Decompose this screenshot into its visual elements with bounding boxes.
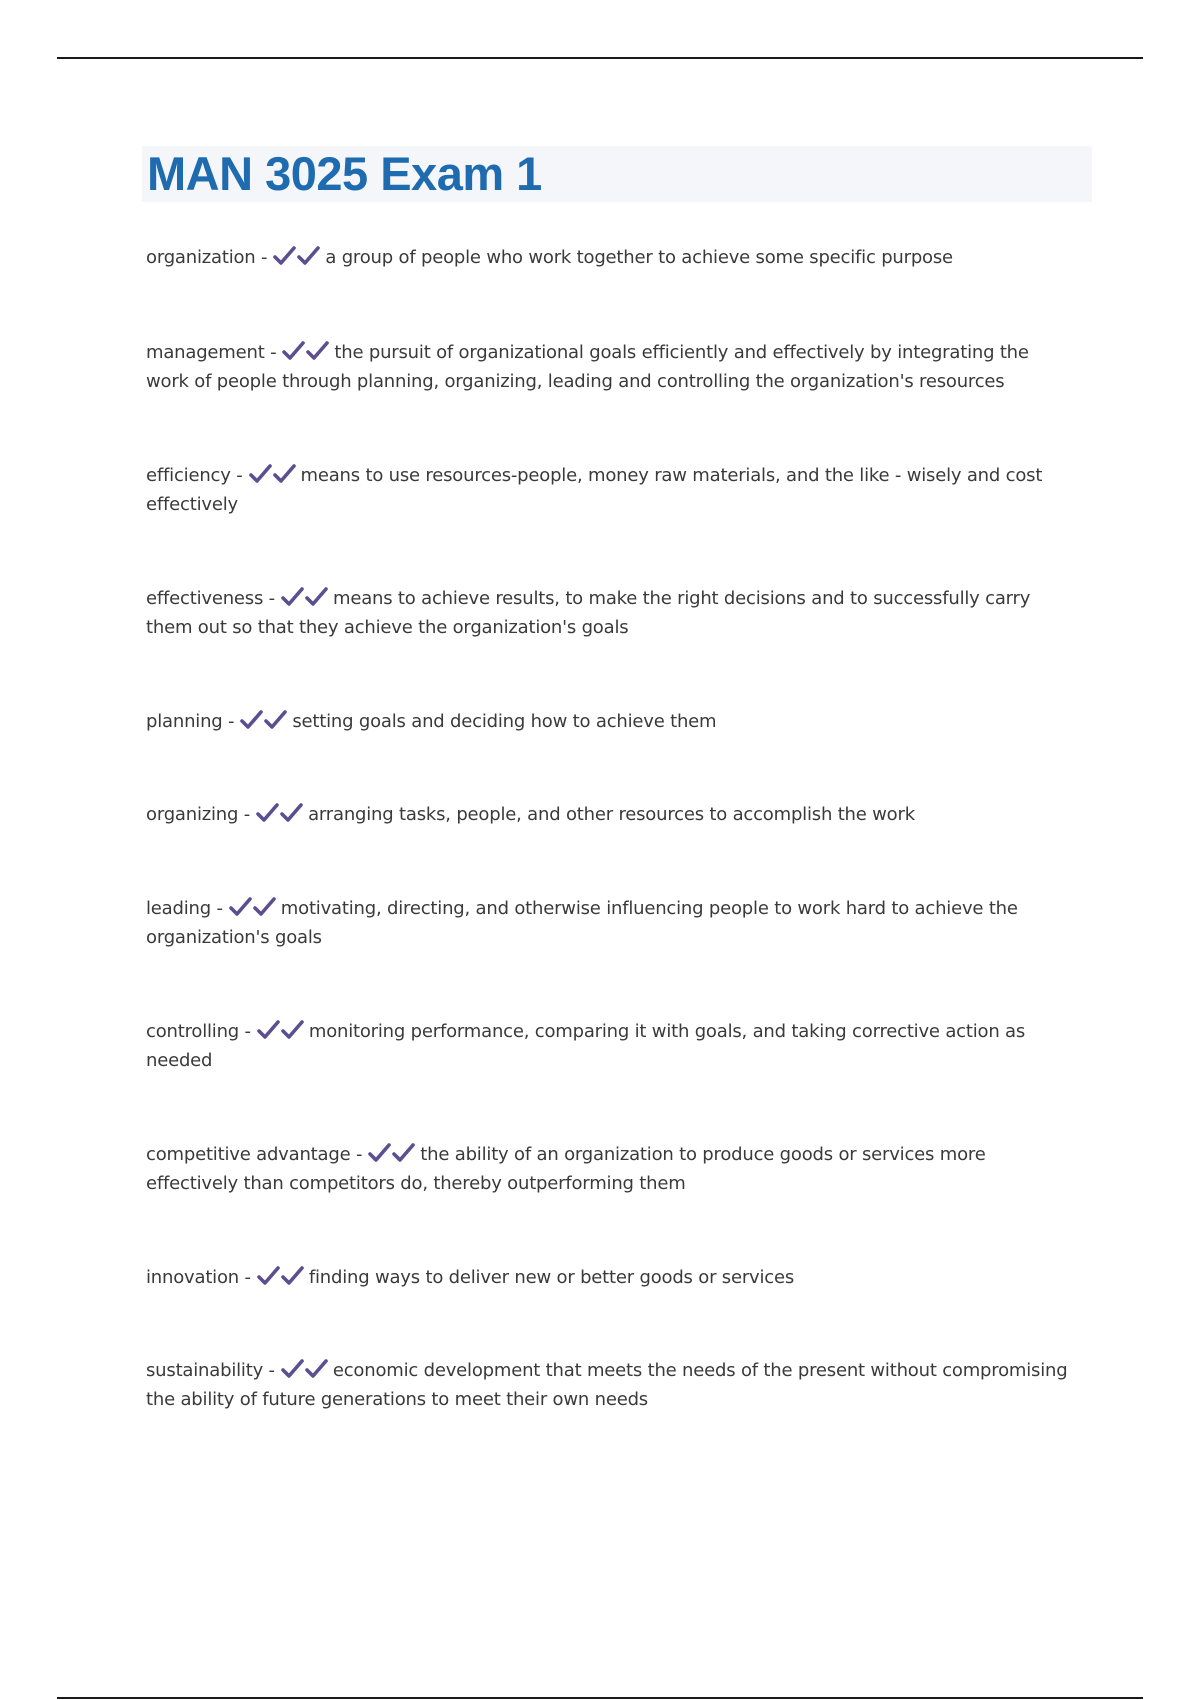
term-definition: the ability of an organization to produce goods or services more effectively than competitors do, thereby outperforming them (146, 1144, 986, 1194)
term-definition: a group of people who work together to achieve some specific purpose (325, 247, 953, 268)
term-definition: finding ways to deliver new or better goods or services (308, 1267, 795, 1288)
term-definition: motivating, directing, and otherwise influencing people to work hard to achieve the organization's goals (146, 898, 1018, 948)
term-entry (146, 707, 1071, 736)
checkmark-icon (273, 245, 297, 267)
term-entry (146, 461, 1071, 519)
checkmark-icon (229, 896, 253, 918)
term-separator: - (239, 1267, 251, 1288)
checkmark-icon (305, 586, 329, 608)
term-label: organizing (146, 804, 239, 825)
term-separator: - (255, 247, 268, 268)
title-band (142, 146, 1092, 202)
checkmark-icon (282, 340, 306, 362)
term-entry (146, 338, 1071, 396)
term-label: effectiveness (146, 588, 264, 609)
term-label: competitive advantage (146, 1144, 351, 1165)
checkmark-icon (257, 1265, 281, 1287)
term-separator: - (264, 342, 277, 363)
checkmark-icon (253, 896, 277, 918)
checkmark-icon (249, 463, 273, 485)
term-label: planning (146, 711, 223, 732)
checkmark-icon (280, 802, 304, 824)
term-entry (146, 1017, 1071, 1075)
checkmark-icon (368, 1142, 392, 1164)
checkmark-icon (257, 1019, 281, 1041)
checkmark-icon (264, 709, 288, 731)
term-label: organization (146, 247, 256, 268)
term-entry (146, 243, 1071, 272)
checkmark-icon (281, 1019, 305, 1041)
checkmark-icon (273, 463, 297, 485)
double-check-icons (240, 707, 288, 736)
double-check-icons (282, 338, 330, 367)
double-check-icons (256, 800, 304, 829)
term-separator: - (238, 804, 251, 825)
checkmark-icon (305, 1358, 329, 1380)
term-separator: - (263, 588, 275, 609)
double-check-icons (257, 1263, 305, 1292)
checkmark-icon (281, 1358, 305, 1380)
double-check-icons (368, 1140, 416, 1169)
term-definition: the pursuit of organizational goals efficiently and effectively by integrating the work of people through planning, organizing, leading and controlling the organization's resources (146, 342, 1029, 392)
term-separator: - (239, 1021, 251, 1042)
term-label: sustainability (146, 1360, 264, 1381)
checkmark-icon (281, 586, 305, 608)
term-entry (146, 894, 1071, 952)
double-check-icons (257, 1017, 305, 1046)
checkmark-icon (392, 1142, 416, 1164)
double-check-icons (249, 461, 297, 490)
checkmark-icon (281, 1265, 305, 1287)
term-definition: arranging tasks, people, and other resources to accomplish the work (308, 804, 915, 825)
term-definition: economic development that meets the needs of the present without compromising the ability of future generations to meet their own needs (146, 1360, 1068, 1410)
term-entry (146, 584, 1071, 642)
term-entry (146, 1263, 1071, 1292)
term-separator: - (222, 711, 235, 732)
double-check-icons (273, 243, 321, 272)
checkmark-icon (297, 245, 321, 267)
checkmark-icon (240, 709, 264, 731)
term-entry (146, 800, 1071, 829)
term-label: management (146, 342, 265, 363)
double-check-icons (281, 584, 329, 613)
checkmark-icon (256, 802, 280, 824)
term-entry (146, 1140, 1071, 1198)
term-separator: - (230, 465, 243, 486)
term-label: leading (146, 898, 211, 919)
term-definition: means to use resources-people, money raw materials, and the like - wisely and cost effectively (146, 465, 1043, 515)
term-entry (146, 1356, 1071, 1414)
term-definition: monitoring performance, comparing it with goals, and taking corrective action as needed (146, 1021, 1026, 1071)
bottom-divider (57, 1697, 1143, 1699)
double-check-icons (229, 894, 277, 923)
term-definition: setting goals and deciding how to achieve them (292, 711, 717, 732)
term-separator: - (350, 1144, 363, 1165)
term-separator: - (210, 898, 223, 919)
term-label: efficiency (146, 465, 231, 486)
top-divider (57, 57, 1143, 59)
term-label: controlling (146, 1021, 240, 1042)
double-check-icons (281, 1356, 329, 1385)
checkmark-icon (306, 340, 330, 362)
term-separator: - (263, 1360, 275, 1381)
term-definition: means to achieve results, to make the right decisions and to successfully carry them out so that they achieve the organization's goals (146, 588, 1031, 638)
page-title: MAN 3025 Exam 1 (147, 147, 542, 200)
term-label: innovation (146, 1267, 239, 1288)
